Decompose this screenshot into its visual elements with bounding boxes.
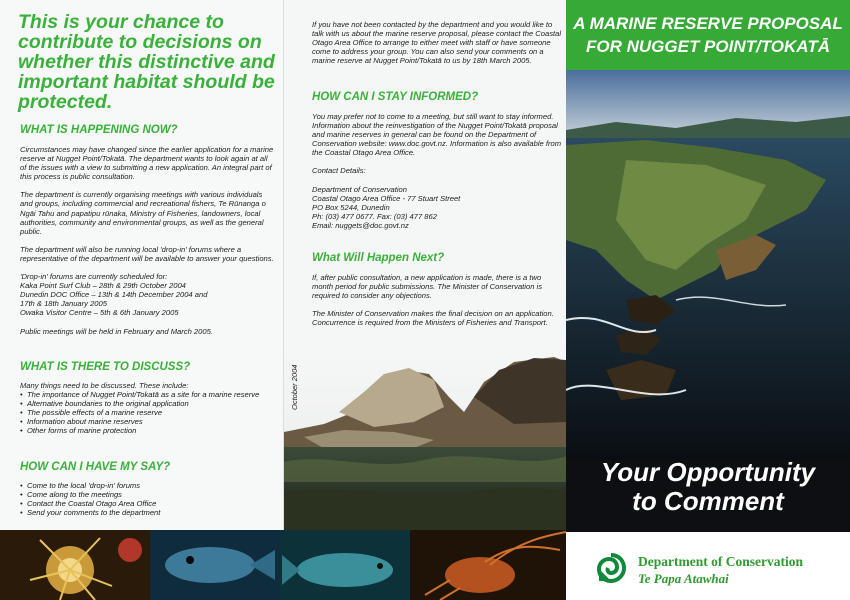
- paragraph: Public meetings will be held in February and March 2005.: [20, 326, 213, 336]
- paragraph: The department will also be running local 'drop-in' forums where a representative of the department will be available to answer your questions.: [20, 244, 274, 263]
- schedule-line: Kaka Point Surf Club – 28th & 29th October 2004: [20, 281, 186, 291]
- paragraph: If you have not been contacted by the department and you would like to talk with us about the marine reserve proposal, please contact the Coastal Otago Area Office to arrange to either meet with staff or have someone come to address your group. You can also send your comments on a marine reserve at Nugget Point/Tokatā to us by 18th March 2005.: [312, 20, 562, 66]
- paragraph: If, after public consultation, a new application is made, there is a two month period for public submissions. The Minister of Conservation is required to consider any objections.: [312, 273, 543, 301]
- issue-date: October 2004: [290, 364, 299, 410]
- say-list: [20, 481, 275, 517]
- nugget-point-coast-photo: [566, 70, 850, 460]
- doc-maori-name: Te Papa Atawhai: [638, 571, 729, 586]
- section-what-happening: [20, 124, 275, 336]
- proposal-title-line-2: FOR NUGGET POINT/TOKATĀ: [586, 37, 830, 56]
- left-panel: [0, 0, 283, 600]
- contact-line: PO Box 5244, Dunedin: [312, 202, 390, 212]
- section-say: [20, 461, 275, 517]
- paragraph: 'Drop-in' forums are currently scheduled for:: [20, 272, 168, 282]
- list-item: • Send your comments to the department: [20, 508, 275, 517]
- coastal-rocks-photo: [284, 352, 566, 530]
- section-discuss: [20, 361, 275, 435]
- paragraph: You may prefer not to come to a meeting, but still want to stay informed. Information about the reinvestigation of the Nugget Point/Tokatā proposal and marine reserves in general can be found on the Department of Conservation website: www.doc.govt.nz. Information is also available from the Coastal Otago Area Office.: [312, 112, 562, 158]
- cover-heading-line-2: to Comment: [632, 486, 784, 516]
- list-item: • The importance of Nugget Point/Tokatā as a site for a marine reserve: [20, 390, 275, 399]
- paragraph: Many things need to be discussed. These include:: [20, 381, 189, 390]
- section-next: [312, 252, 562, 327]
- section-informed: [312, 91, 562, 230]
- section-title-next: What Will Happen Next?: [312, 252, 445, 264]
- page-headline: This is your chance to contribute to decisions on whether this distinctive and important habitat should be protected.: [18, 11, 275, 113]
- marine-life-photo-strip: [0, 530, 566, 600]
- contact-label: Contact Details:: [312, 166, 366, 176]
- discuss-list: [20, 390, 275, 435]
- schedule-line: 17th & 18th January 2005: [20, 299, 107, 309]
- section-title-informed: HOW CAN I STAY INFORMED?: [312, 91, 479, 103]
- anemone-photo: [0, 530, 150, 600]
- doc-koru-logo-icon: [596, 552, 626, 584]
- contact-line: Coastal Otago Area Office - 77 Stuart Street: [312, 193, 461, 203]
- fish-photo: [150, 530, 280, 600]
- schedule-line: Dunedin DOC Office – 13th & 14th December 2004 and: [20, 290, 208, 300]
- intro-block: [312, 20, 562, 65]
- paragraph: The Minister of Conservation makes the final decision on an application. Concurrence is required from the Ministers of Fisheries and Transport.: [312, 309, 554, 328]
- section-title-what-happening: WHAT IS HAPPENING NOW?: [20, 124, 178, 136]
- list-item: • Other forms of marine protection: [20, 426, 275, 435]
- cover-panel: [566, 0, 850, 600]
- paragraph: The department is currently organising meetings with various individuals and groups, including commercial and recreational fishers, Te Rūnanga o Ngāi Tahu and papatipu rūnaka, Ministry of Fisheries, landowners, local authorities, community and environmental groups, as well as the general public.: [20, 190, 266, 236]
- list-item: • Come along to the meetings: [20, 490, 275, 499]
- cover-heading-line-1: Your Opportunity: [600, 457, 816, 487]
- schedule-line: Owaka Visitor Centre – 5th & 6th January 2005: [20, 308, 179, 318]
- list-item: • Alternative boundaries to the original application: [20, 399, 275, 408]
- list-item: • Contact the Coastal Otago Area Office: [20, 499, 275, 508]
- doc-name: Department of Conservation: [638, 554, 803, 569]
- contact-line: Department of Conservation: [312, 184, 407, 194]
- contact-line: Ph: (03) 477 0677. Fax: (03) 477 862: [312, 211, 437, 221]
- proposal-title-bar: [566, 0, 850, 70]
- crayfish-photo: [410, 530, 566, 600]
- paragraph: Circumstances may have changed since the earlier application for a marine reserve at Nugget Point/Tokatā. The department wants to look again at all of the issues with a view to submitting a new application. An integral part of this process is public consultation.: [20, 145, 274, 182]
- list-item: • The possible effects of a marine reserve: [20, 408, 275, 417]
- blue-cod-photo: [280, 530, 410, 600]
- proposal-title-line-1: A MARINE RESERVE PROPOSAL: [573, 14, 843, 33]
- list-item: • Come to the local 'drop-in' forums: [20, 481, 275, 490]
- section-title-say: HOW CAN I HAVE MY SAY?: [20, 461, 171, 473]
- section-title-discuss: WHAT IS THERE TO DISCUSS?: [20, 361, 191, 373]
- cover-heading: [566, 458, 850, 516]
- contact-email: Email: nuggets@doc.govt.nz: [312, 220, 409, 230]
- middle-panel: [283, 0, 566, 600]
- list-item: • Information about marine reserves: [20, 417, 275, 426]
- doc-branding: [566, 532, 850, 600]
